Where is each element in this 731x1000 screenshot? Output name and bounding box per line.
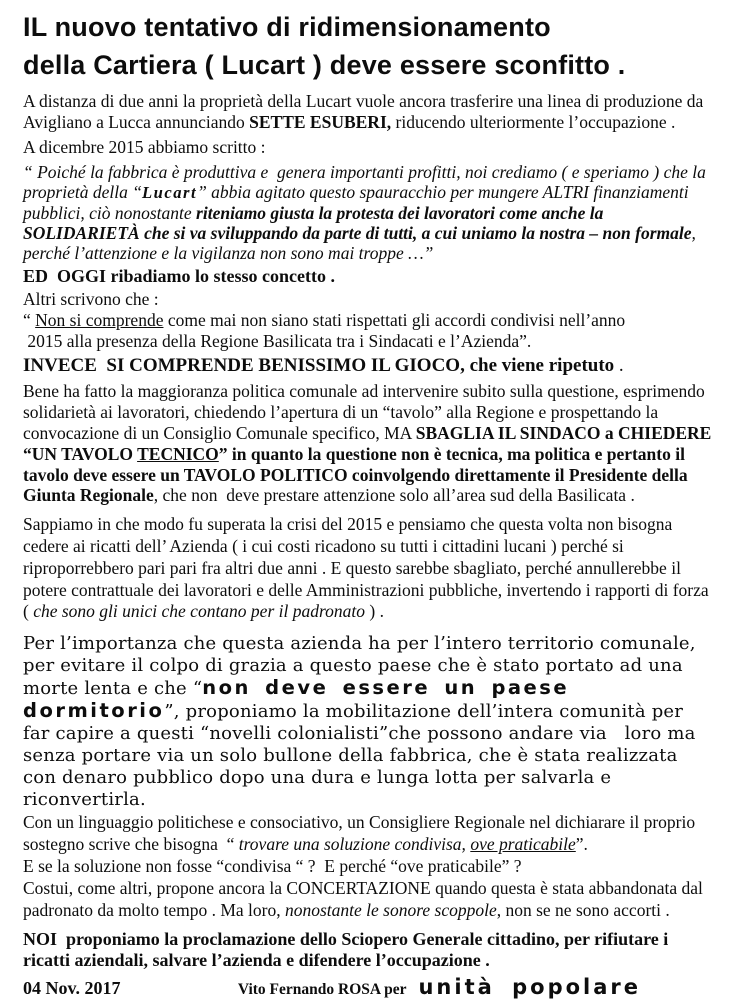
footer-org-name: unità popolare [418, 975, 641, 1000]
paragraph-intro: A distanza di due anni la proprietà della Lucart vuole ancora trasferire una linea di produzione da Avigliano a Lucca annunciando SETTE ESUBERI, riducendo ulteriormente l’occupazione . [23, 91, 707, 132]
page-title [23, 8, 713, 84]
paragraph-altri-scrivono: Altri scrivono che : “ Non si comprende come mai non siano stati rispettati gli accordi condivisi nell’anno 2015 alla presenza della Regione Basilicata tra i Sindacati e l’Azienda”. [23, 289, 626, 351]
paragraph-linguaggio: Con un linguaggio politichese e consociativo, un Consigliere Regionale nel dichiarare il proprio sostegno scrive che bisogna “ trovare una soluzione condivisa, ove praticabile”. E se la soluzione non fosse “condivisa “ ? E perché “ove praticabile” ? Costui, come altri, propone ancora la CONCERTAZIONE quando questa è stata abbandonata dal padronato da molto tempo . Ma loro, nonostante le sonore scoppole, non se ne sono accorti . [23, 812, 708, 921]
paragraph-importanza: Per l’importanza che questa azienda ha per l’intero territorio comunale, per evitare il colpo di grazia a questo paese che è stato portato ad una morte lenta e che “non deve essere un paese dormitorio”, proponiamo la mobilitazione dell’intera comunità per far capire a questi “novelli colonialisti”che possono andare via loro ma senza portare via un solo bullone della fabbrica, che è stata realizzata con denaro pubblico dopo una dura e lunga lotta per salvarla e riconvertirla. [23, 633, 702, 811]
paragraph-ed-oggi: ED OGGI ribadiamo lo stesso concetto . [23, 266, 335, 286]
page-title-line-1: IL nuovo tentativo di ridimensionamento [23, 12, 551, 42]
paragraph-quote-2015: “ Poiché la fabbrica è produttiva e genera importanti profitti, noi crediamo ( e speriamo ) che la proprietà della “Lucart” abbia agitato questo spauracchio per mungere ALTRI finanziamenti pubblici, ciò nonostante riteniamo giusta la protesta dei lavoratori come anche la SOLIDARIETÀ che si va sviluppando da parte di tutti, a cui uniamo la nostra – non formale, perché l’attenzione e la vigilanza non sono mai troppe …” [23, 162, 711, 263]
footer-signature: Vito Fernando ROSA per [237, 981, 407, 999]
paragraph-december-note: A dicembre 2015 abbiamo scritto : [23, 137, 266, 157]
page-title-line-2: della Cartiera ( Lucart ) deve essere sconfitto . [23, 50, 626, 80]
paragraph-noi-proponiamo: NOI proponiamo la proclamazione dello Sciopero Generale cittadino, per rifiutare i ricatti aziendali, salvare l’azienda e difendere l’occupazione . [23, 929, 673, 971]
footer-date: 04 Nov. 2017 [23, 978, 121, 999]
footer [23, 975, 713, 999]
paragraph-bene-ha-fatto: Bene ha fatto la maggioranza politica comunale ad intervenire subito sulla questione, esprimendo solidarietà ai lavoratori, chiedendo l’apertura di un “tavolo” alla Regione e prospettando la convocazione di un Consiglio Comunale specifico, MA SBAGLIA IL SINDACO a CHIEDERE “UN TAVOLO TECNICO” in quanto la questione non è tecnica, ma politica e pertanto il tavolo deve essere un TAVOLO POLITICO coinvolgendo direttamente il Presidente della Giunta Regionale, che non deve prestare attenzione solo all’area sud della Basilicata . [23, 381, 716, 506]
paragraph-invece: INVECE SI COMPRENDE BENISSIMO IL GIOCO, che viene ripetuto . [23, 355, 624, 377]
paragraph-sappiamo: Sappiamo in che modo fu superata la crisi del 2015 e pensiamo che questa volta non bisogna cedere ai ricatti dell’ Azienda ( i cui costi ricadono su tutti i cittadini lucani ) perché si riproporrebbero pari pari fra altri due anni . E questo sarebbe sbagliato, perché annullerebbe il potere contrattuale dei lavoratori e delle Amministrazioni pubbliche, invertendo i rapporti di forza ( che sono gli unici che contano per il padronato ) . [23, 514, 714, 622]
